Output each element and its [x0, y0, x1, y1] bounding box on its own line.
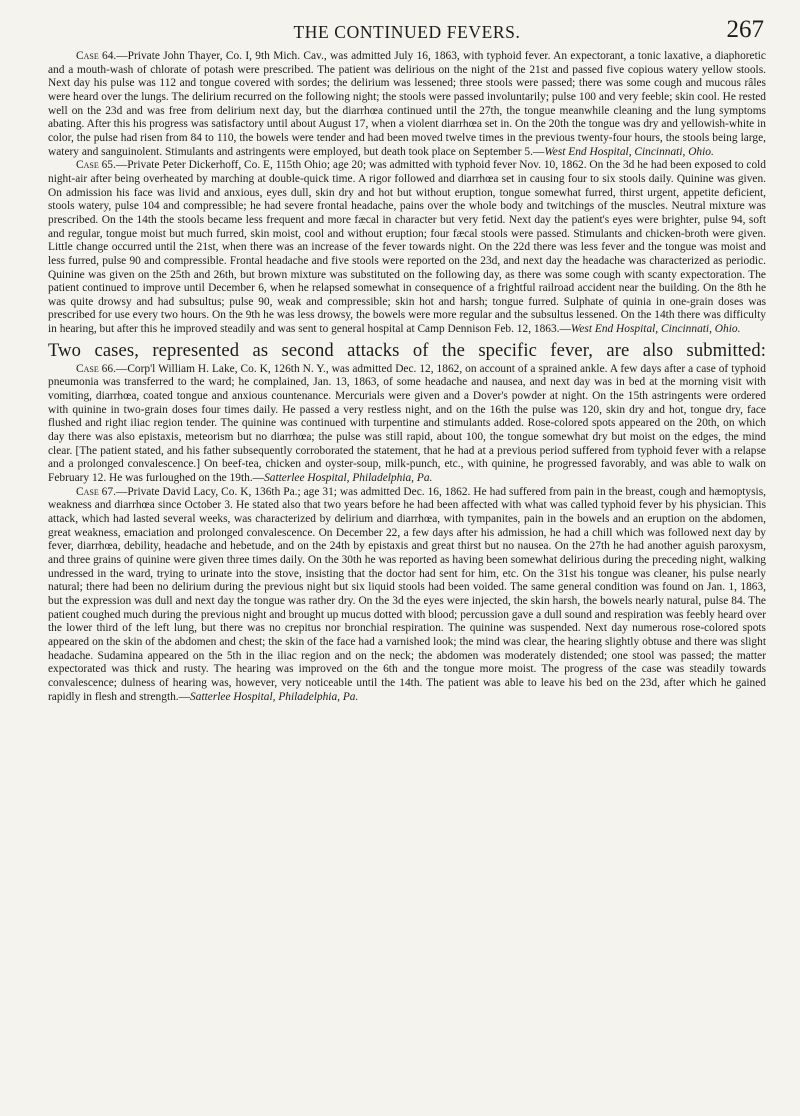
case-label: Case 65. [76, 159, 116, 172]
book-page [48, 16, 767, 704]
case-text: —Corp'l William H. Lake, Co. K, 126th N. Y., was admitted Dec. 12, 1862, on account of a sprained ankle. A few days after a case of typhoid pneumonia was transferred to the ward; he complained, Jan. 13, 1863, of some headache and nausea, and next day was in bed at the morning visit with vomiting, diarrhœa, coated tongue and anxious countenance. Mercurials were given and a Dover's powder at night. On the 15th astringents were ordered with quinine in two-grain doses four times daily. He passed a very restless night, and on the 16th the pulse was 120, skin dry and hot, tongue dry, face flushed and right iliac region tender. The quinine was continued with turpentine and stimulants added. Rose-colored spots appeared on the 20th, on which day there was also epistaxis, meteorism but no diarrhœa; the pulse was still rapid, about 100, the tongue somewhat dry but moist on the edges, the mind clear. [The patient stated, and his father subsequently corroborated the statement, that he had at a previous period suffered from typhoid fever with a relapse and a prolonged convalescence.] On beef-tea, chicken and oyster-soup, milk-punch, etc., with quinine, he progressed favorably, and was able to walk on February 12. He was furloughed on the 19th.— [48, 362, 766, 485]
case-paragraph [48, 363, 766, 486]
case-source: West End Hospital, Cincinnati, Ohio. [570, 323, 741, 336]
running-title: THE CONTINUED FEVERS. [293, 22, 521, 42]
case-source: West End Hospital, Cincinnati, Ohio. [544, 145, 714, 158]
case-paragraph [48, 486, 766, 705]
case-label: Case 67. [76, 485, 116, 498]
case-text: —Private Peter Dickerhoff, Co. E, 115th Ohio; age 20; was admitted with typhoid fever Nov. 10, 1862. On the 3d he had been exposed to cold night-air after being overheated by marching at double-quick time. A rigor followed and diarrhœa set in causing four to six stools daily. Quinine was given. On admission his face was livid and anxious, eyes dull, skin dry and hot but without eruption, tongue somewhat furred, thirst urgent, appetite deficient, stools watery, pulse 104 and compressible; he had severe frontal headache, pains over the whole body and twitchings of the muscles. Neutral mixture was prescribed. On the 14th the stools became less frequent and more fæcal in character but very fetid. Next day the patient's eyes were brighter, pulse 94, soft and regular, tongue moist but much furred, skin moist, cool and without eruption; four fæcal stools were passed. Stimulants and chicken-broth were given. Little change occurred until the 21st, when there was an increase of the fever towards night. On the 22d there was less fever and the tongue was moist and less furred, pulse 90 and compressible. Frontal headache and five stools were reported on the 23d, and next day the headache was characterized as periodic. Quinine was given on the 25th and 26th, but brown mixture was substituted on the following day, as there was some cough with scanty expectoration. The patient continued to improve until December 6, when he relapsed somewhat in consequence of a frightful railroad accident near the building. On the 8th he was quite drowsy and had subsultus; pulse 90, weak and compressible; skin hot and harsh; tongue furred. Sulphate of quinia in one-grain doses was prescribed for use every two hours. On the 9th he was less drowsy, the bowels were more regular and the subsultus lessened. On the 14th there was difficulty in hearing, but after this he improved steadily and was sent to general hospital at Camp Dennison Feb. 12, 1863.— [48, 159, 766, 336]
case-label: Case 64. [76, 50, 117, 62]
case-paragraph [48, 159, 766, 337]
case-text: —Private David Lacy, Co. K, 136th Pa.; age 31; was admitted Dec. 16, 1862. He had suffered from pain in the breast, cough and hæmoptysis, weakness and diarrhœa since October 3. He stated also that two years before he had been affected with what was called typhoid fever by his physician. This attack, which had lasted several weeks, was characterized by delirium and diarrhœa, with tympanites, pain in the bowels and an eruption on the abdomen, great weakness, emaciation and prolonged convalescence. On December 22, a few days after his admission, he had a chill which was followed next day by fever, diarrhœa, debility, headache and hebetude, and on the 24th by epistaxis and great thirst but no nausea. On the 27th he had another aguish paroxysm, and three grains of quinine were given three times daily. On the 30th he was reported as having been somewhat delirious during the preceding night, walking undressed in the ward, trying to urinate into the stove, insisting that the doctor had sent for him, etc. On the 31st his tongue was cleaner, his pulse nearly natural; there had been no delirium during the previous night but six liquid stools had been voided. The same general condition was found on Jan. 1, 1863, but the expression was dull and next day the tongue was rather dry. On the 3d the eyes were injected, the skin harsh, the bowels nearly natural, pulse 84. The patient coughed much during the previous night and brought up mucus dotted with blood; percussion gave a dull sound and respiration was feebly heard over the lower third of the left lung, but there was no crepitus nor bronchial respiration. The quinine was suspended. Next day numerous rose-colored spots appeared on the skin of the abdomen and chest; the skin of the face had a varnished look; the mind was clear, the hearing slightly obtuse and there was slight headache. Sudamina appeared on the 5th in the iliac region and on the neck; the abdomen was moderately distended; one stool was passed; the matter expectorated was thick and rusty. The hearing was improved on the 6th and the tongue more moist. The progress of the case was steadily towards convalescence; dulness of hearing was, however, very noticeable until the 14th. The patient was able to leave his bed on the 23d, after which he gained rapidly in flesh and strength.— [48, 485, 767, 703]
section-heading: Two cases, represented as second attacks of the specific fever, are also submitted: [48, 339, 766, 361]
case-paragraph [48, 50, 766, 159]
running-head [48, 16, 766, 50]
body-text [48, 50, 766, 704]
case-text: —Private John Thayer, Co. I, 9th Mich. Cav., was admitted July 16, 1863, with typhoid fever. An expectorant, a tonic laxative, a diaphoretic and a mouth-wash of chlorate of potash were prescribed. The patient was delirious on the night of the 21st and passed five copious watery yellow stools. Next day his pulse was 112 and tongue covered with sordes; the delirium was lessened; three stools were passed; there was some cough and mucous râles were heard over the lungs. The delirium recurred on the following night; the stools were passed involuntarily; pulse 100 and very feeble; skin cool. He rested well on the 23d and was free from delirium next day, but the diarrhœa continued until the 27th, the tongue meanwhile cleaning and the lung symptoms abating. After this his progress was satisfactory until about August 17, when a violent diarrhœa set in. On the 20th the tongue was dry and yellowish-white in color, the pulse had risen from 84 to 110, the bowels were tender and had been moved twelve times in the previous twenty-four hours, the stools being large, watery and sanguinolent. Stimulants and astringents were employed, but death took place on September 5.— [48, 50, 766, 158]
case-source: Satterlee Hospital, Philadelphia, Pa. [190, 690, 359, 703]
case-label: Case 66. [76, 362, 116, 375]
page-number: 267 [726, 16, 764, 43]
case-source: Satterlee Hospital, Philadelphia, Pa. [264, 472, 433, 485]
